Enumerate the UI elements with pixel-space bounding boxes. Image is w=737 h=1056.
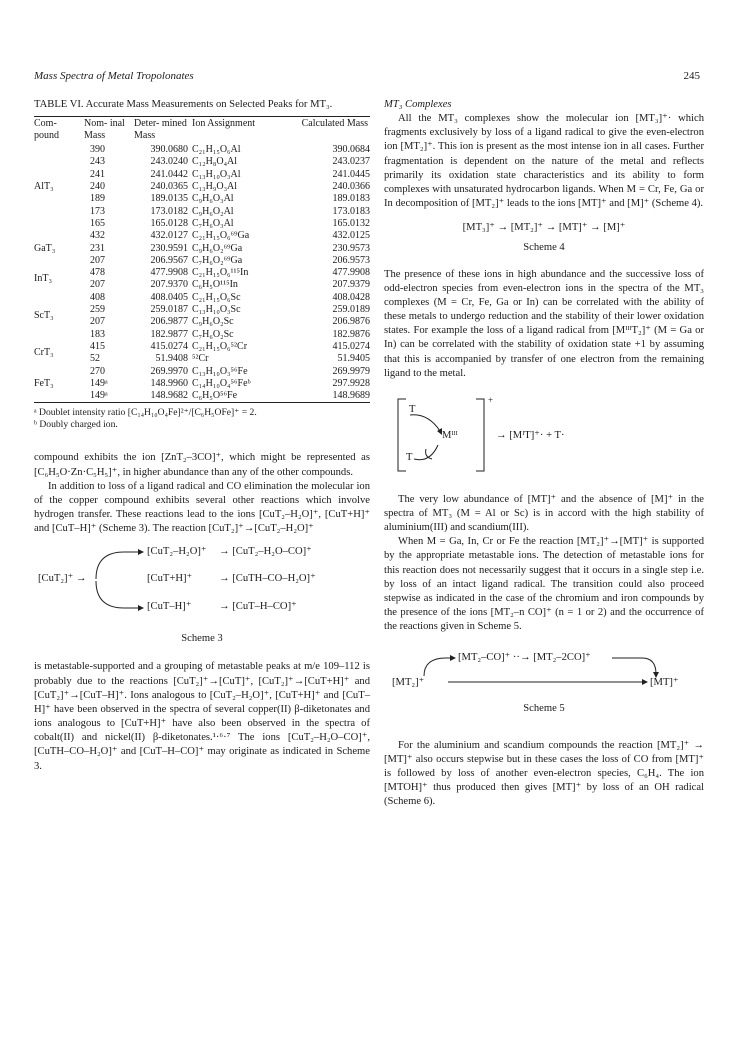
compound-cell: GaT₃: [34, 242, 56, 254]
calculated-mass-cell: 189.0183: [332, 193, 370, 205]
determined-mass-cell: 243.0240: [150, 156, 188, 168]
nominal-mass-cell: 173: [90, 205, 105, 217]
determined-mass-cell: 230.9591: [150, 242, 188, 254]
table-row: [34, 267, 370, 279]
col-header-calculated: Calculated Mass: [301, 118, 368, 130]
scheme-3-row3-b: → [CuT–H–CO]⁺: [219, 601, 297, 613]
determined-mass-cell: 477.9908: [150, 267, 188, 279]
compound-cell: AlT₃: [34, 181, 54, 193]
footnote-a: ᵃ Doublet intensity ratio [C₁₄H₁₀O₄Fe]²⁺/[C₆H₅OFe]⁺ = 2.: [34, 407, 257, 419]
ligand-t-top: T: [409, 403, 416, 415]
table-row: [34, 169, 370, 181]
ion-assignment-cell: C₁₄H₁₀O₄⁵⁶Feᵇ: [192, 377, 251, 389]
calculated-mass-cell: 297.9928: [332, 377, 370, 389]
complex-diagram: [384, 391, 704, 479]
nominal-mass-cell: 240: [90, 181, 105, 193]
compound-cell: ScT₃: [34, 310, 54, 322]
section-heading: MT₃ Complexes: [384, 99, 452, 110]
table-row: [34, 156, 370, 168]
nominal-mass-cell: 415: [90, 340, 105, 352]
table-row: [34, 316, 370, 328]
left-paragraph-3: is metastable-supported and a grouping of metastable peaks at m/e 109–112 is probably due to the reactions [CuT₂]⁺→[CuT]⁺, [CuT₂]⁺→[CuT+H]⁺ and [CuT₂]⁺→[CuT–H]⁺. Ions analogous to [CuT₂–H₂O]⁺, [CuT+H]⁺ and [CuT–H]⁺ have been observed in the spectra of several copper(II) β-diketonates and ions analogous to [CuT+H]⁺ have also been observed in the spectra of cobalt(II) and nickel(II) β-diketonates.¹·⁶·⁷ The ions [CuT₂–H₂O–CO]⁺, [CuTH–CO–H₂O]⁺ and [CuT–H–CO]⁺ may originate as indicated in Scheme 3.: [34, 661, 370, 772]
running-title: Mass Spectra of Metal Tropolonates: [34, 70, 194, 82]
table-row: [34, 329, 370, 341]
ion-assignment-cell: C₁₃H₁₀O₃⁵⁶Fe: [192, 365, 248, 377]
table-row: [34, 206, 370, 218]
determined-mass-cell: 269.9970: [150, 365, 188, 377]
determined-mass-cell: 432.0127: [150, 230, 188, 242]
nominal-mass-cell: 270: [90, 365, 105, 377]
right-paragraph-4: When M = Ga, In, Cr or Fe the reaction [MT₂]⁺→[MT]⁺ is supported by the appropriate metastable ions. The detection of metastable ions for this reaction does not necessarily suggest that it occurs in a single step i.e. by loss of an intact ligand radical. The transition could also proceed stepwise as indicated in the case of the chromium and iron compounds by the presence of the ions [MT₂–n CO]⁺ (n = 1 or 2) and the occurrence of the reactions given in Scheme 5.: [384, 536, 704, 633]
nominal-mass-cell: 207: [90, 279, 105, 291]
nominal-mass-cell: 189: [90, 193, 105, 205]
table-row: [34, 144, 370, 156]
ion-assignment-cell: C₁₃H₁₀O₃Al: [192, 168, 241, 180]
ion-assignment-cell: C₇H₆O₂Sc: [192, 328, 234, 340]
calculated-mass-cell: 207.9379: [332, 279, 370, 291]
ion-assignment-cell: C₂₁H₁₅O₆⁶⁹Ga: [192, 230, 250, 242]
right-paragraph-2: The presence of these ions in high abundance and the successive loss of odd-electron species from even-electron ions in the spectra of the MT₃ complexes (M = Cr, Fe, Ga or In) can be correlated with the ability of these metals to undergo reduction and the stability of their lower oxidation states. For example the loss of a ligand radical from [MᴵᴵᴵT₂]⁺ (M = Ga or In) can be correlated with the stability of oxidation state +1 by assuming that this is accompanied by transfer of one electron from the remaining ligand to the metal.: [384, 268, 704, 379]
determined-mass-cell: 207.9370: [150, 279, 188, 291]
nominal-mass-cell: 207: [90, 254, 105, 266]
nominal-mass-cell: 478: [90, 267, 105, 279]
determined-mass-cell: 415.0274: [150, 340, 188, 352]
calculated-mass-cell: 241.0445: [332, 168, 370, 180]
table-row: [34, 304, 370, 316]
ion-assignment-cell: C₁₃H₉O₃Al: [192, 181, 238, 193]
determined-mass-cell: 241.0442: [150, 168, 188, 180]
reaction-product: → [MᴵT]⁺· + T·: [496, 429, 565, 441]
determined-mass-cell: 408.0405: [150, 291, 188, 303]
table-row: [34, 230, 370, 242]
calculated-mass-cell: 415.0274: [332, 340, 370, 352]
scheme-5-right: [MT]⁺: [650, 677, 679, 689]
calculated-mass-cell: 477.9908: [332, 267, 370, 279]
scheme-3-row1-b: → [CuT₂–H₂O–CO]⁺: [219, 546, 312, 558]
col-header-nominal: Nom- inal Mass: [84, 118, 125, 141]
compound-cell: FeT₃: [34, 377, 54, 389]
mass-table: [34, 117, 370, 402]
determined-mass-cell: 206.9567: [150, 254, 188, 266]
table-row: [34, 292, 370, 304]
nominal-mass-cell: 149ᵃ: [90, 377, 108, 389]
ion-assignment-cell: C₉H₆O₃Al: [192, 193, 234, 205]
ion-assignment-cell: C₉H₆O₂Sc: [192, 316, 234, 328]
nominal-mass-cell: 52: [90, 353, 100, 365]
scheme-3-row3-a: [CuT–H]⁺: [147, 601, 192, 613]
calculated-mass-cell: 259.0189: [332, 304, 370, 316]
determined-mass-cell: 148.9682: [150, 390, 188, 402]
scheme-3-start: [CuT₂]⁺ →: [38, 573, 87, 585]
calculated-mass-cell: 240.0366: [332, 181, 370, 193]
col-header-determined: Deter- mined Mass: [134, 118, 187, 141]
right-column: [384, 98, 704, 809]
nominal-mass-cell: 408: [90, 291, 105, 303]
right-paragraph-3: The very low abundance of [MT]⁺ and the absence of [M]⁺ in the spectra of MT₃ (M = Al or Sc) is in accord with the high stability of aluminium(III) and scandium(III).: [384, 493, 704, 534]
scheme-4-equation: [MT₃]⁺ → [MT₂]⁺ → [MT]⁺ → [M]⁺: [462, 222, 626, 234]
table-row: [34, 243, 370, 255]
determined-mass-cell: 259.0187: [150, 304, 188, 316]
nominal-mass-cell: 390: [90, 144, 105, 156]
nominal-mass-cell: 231: [90, 242, 105, 254]
table-bottom-rule: [34, 402, 370, 403]
determined-mass-cell: 173.0182: [150, 205, 188, 217]
determined-mass-cell: 148.9960: [150, 377, 188, 389]
determined-mass-cell: 165.0128: [150, 217, 188, 229]
table-caption: TABLE VI. Accurate Mass Measurements on Selected Peaks for MT₃.: [34, 99, 333, 110]
scheme-3-row1-a: [CuT₂–H₂O]⁺: [147, 546, 207, 558]
nominal-mass-cell: 241: [90, 168, 105, 180]
nominal-mass-cell: 165: [90, 217, 105, 229]
left-column: [34, 98, 370, 774]
table-body: [34, 144, 370, 402]
left-paragraph-2: In addition to loss of a ligand radical and CO elimination the molecular ion of the copper compound exhibits several other reactions which involve hydrogen transfer. These reactions lead to the ions [CuT₂–H₂O]⁺, [CuT+H]⁺ and [CuT–H]⁺ (Scheme 3). The reaction [CuT₂]⁺→[CuT₂–H₂O]⁺: [34, 480, 370, 535]
col-header-compound: Com- pound: [34, 118, 59, 141]
calculated-mass-cell: 206.9876: [332, 316, 370, 328]
ion-assignment-cell: C₂₁H₁₅O₆Sc: [192, 291, 241, 303]
right-paragraph-5: For the aluminium and scandium compounds the reaction [MT₂]⁺ → [MT]⁺ also occurs stepwise but in these cases the loss of CO from [MT]⁺ is followed by loss of another even-electron species, C₆H₄. The ion [MTOH]⁺ thus produced then gives [MT]⁺ by loss of an OH radical (Scheme 6).: [384, 739, 704, 808]
determined-mass-cell: 390.0680: [150, 144, 188, 156]
calculated-mass-cell: 51.9405: [337, 353, 370, 365]
ion-assignment-cell: C₁₃H₁₀O₃Sc: [192, 304, 241, 316]
calculated-mass-cell: 269.9979: [332, 365, 370, 377]
right-paragraph-1: All the MT₃ complexes show the molecular ion [MT₃]⁺· which fragments exclusively by loss of a ligand radical to give the even-electron ion [MT₂]⁺. This ion is present as the most intense ion in all cases. Further fragmentation is dependent on the nature of the metal and reflects primarily its oxidation state characteristics and its ability to form complexes with unsaturated hydrocarbon ligands. When M = Cr, Fe, Ga or In decomposition of [MT₂]⁺ leads to the ions [MT]⁺ and [M]⁺ (Scheme 4).: [384, 113, 704, 210]
calculated-mass-cell: 230.9573: [332, 242, 370, 254]
scheme-3-row2-b: → [CuTH–CO–H₂O]⁺: [219, 573, 316, 585]
determined-mass-cell: 240.0365: [150, 181, 188, 193]
ion-assignment-cell: C₂₁H₁₅O₆Al: [192, 144, 241, 156]
determined-mass-cell: 189.0135: [150, 193, 188, 205]
ion-assignment-cell: C₂₁H₁₅O₆¹¹⁵In: [192, 267, 249, 279]
scheme-3: [34, 542, 370, 618]
nominal-mass-cell: 259: [90, 304, 105, 316]
table-row: [34, 390, 370, 402]
table-row: [34, 378, 370, 390]
table-header-row: [34, 117, 370, 144]
complex-charge: +: [488, 394, 494, 405]
nominal-mass-cell: 243: [90, 156, 105, 168]
nominal-mass-cell: 432: [90, 230, 105, 242]
table-row: [34, 353, 370, 365]
scheme-3-label: Scheme 3: [181, 633, 223, 645]
calculated-mass-cell: 206.9573: [332, 254, 370, 266]
scheme-4-label: Scheme 4: [523, 242, 565, 254]
calculated-mass-cell: 165.0132: [332, 217, 370, 229]
table-row: [34, 181, 370, 193]
ion-assignment-cell: C₂₁H₁₅O₆⁵²Cr: [192, 340, 248, 352]
table-row: [34, 218, 370, 230]
determined-mass-cell: 51.9408: [155, 353, 188, 365]
determined-mass-cell: 182.9877: [150, 328, 188, 340]
footnote-b: ᵇ Doubly charged ion.: [34, 419, 118, 431]
page-number: 245: [683, 70, 700, 82]
nominal-mass-cell: 183: [90, 328, 105, 340]
compound-cell: InT₃: [34, 273, 52, 285]
scheme-5-left: [MT₂]⁺: [392, 677, 425, 689]
calculated-mass-cell: 173.0183: [332, 205, 370, 217]
ion-assignment-cell: C₆H₅O¹¹⁵In: [192, 279, 238, 291]
table-row: [34, 366, 370, 378]
table-row: [34, 341, 370, 353]
determined-mass-cell: 206.9877: [150, 316, 188, 328]
page-header: [34, 70, 700, 82]
ligand-t-bottom: T: [406, 451, 413, 463]
ion-assignment-cell: C₉H₆O₂Al: [192, 205, 234, 217]
scheme-5-upper: [MT₂–CO]⁺ ··→ [MT₂–2CO]⁺: [458, 652, 591, 664]
ion-assignment-cell: ⁵²Cr: [192, 353, 209, 365]
scheme-5: [384, 650, 704, 696]
ion-assignment-cell: C₆H₅O⁵⁶Fe: [192, 390, 238, 402]
ion-assignment-cell: C₉H₆O₂⁶⁹Ga: [192, 242, 243, 254]
calculated-mass-cell: 182.9876: [332, 328, 370, 340]
calculated-mass-cell: 390.0684: [332, 144, 370, 156]
table-row: [34, 193, 370, 205]
table-row: [34, 255, 370, 267]
calculated-mass-cell: 148.9689: [332, 390, 370, 402]
col-header-ion: Ion Assignment: [192, 118, 256, 130]
calculated-mass-cell: 243.0237: [332, 156, 370, 168]
compound-cell: CrT₃: [34, 347, 54, 359]
ion-assignment-cell: C₇H₆O₂⁶⁹Ga: [192, 254, 243, 266]
nominal-mass-cell: 149ᵃ: [90, 390, 108, 402]
ion-assignment-cell: C₇H₆O₃Al: [192, 217, 234, 229]
ion-assignment-cell: C₁₂H₈O₄Al: [192, 156, 238, 168]
scheme-5-label: Scheme 5: [523, 703, 565, 715]
nominal-mass-cell: 207: [90, 316, 105, 328]
table-row: [34, 279, 370, 291]
calculated-mass-cell: 408.0428: [332, 291, 370, 303]
calculated-mass-cell: 432.0125: [332, 230, 370, 242]
metal-center: Mᴵᴵᴵ: [442, 429, 458, 441]
scheme-3-row2-a: [CuT+H]⁺: [147, 573, 193, 585]
left-paragraph-1: compound exhibits the ion [ZnT₂–3CO]⁺, which might be represented as [C₆H₅O·Zn·C₅H₅]⁺, in higher abundance than any of the other compounds.: [34, 452, 370, 478]
